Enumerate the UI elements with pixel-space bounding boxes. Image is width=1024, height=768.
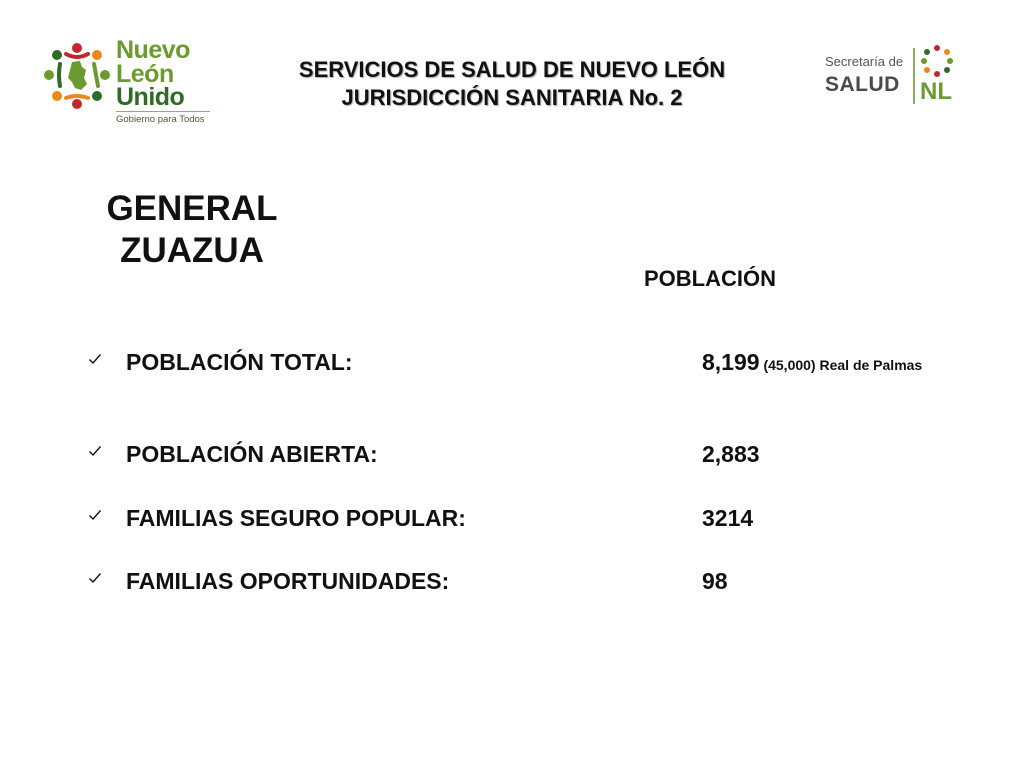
checkmark-icon xyxy=(88,571,102,585)
people-circle-emblem-icon xyxy=(920,44,954,78)
checkmark-icon xyxy=(88,508,102,522)
nl-label: NL xyxy=(920,78,952,105)
checkmark-icon xyxy=(88,352,102,366)
list-item xyxy=(88,567,988,597)
logo-word-nuevo: Nuevo xyxy=(116,36,190,64)
salud-label: SALUD xyxy=(825,73,900,96)
list-item xyxy=(88,440,988,470)
logo-divider xyxy=(116,111,210,112)
row-value: 3214 xyxy=(702,505,754,531)
row-label: POBLACIÓN ABIERTA: xyxy=(126,441,378,467)
row-value: 98 xyxy=(702,568,728,594)
list-item xyxy=(88,504,988,534)
logo-word-unido: Unido xyxy=(116,83,185,111)
list-item xyxy=(88,348,988,378)
row-value xyxy=(702,348,922,379)
logo-word-leon: León xyxy=(116,60,174,88)
row-value-number: 8,199 xyxy=(702,349,760,375)
population-column-heading: POBLACIÓN xyxy=(644,266,776,291)
municipality-title xyxy=(100,188,284,272)
row-label: POBLACIÓN TOTAL: xyxy=(126,349,353,375)
logo-divider xyxy=(913,48,915,104)
header-title: SERVICIOS DE SALUD DE NUEVO LEÓN xyxy=(298,57,726,82)
row-value: 2,883 xyxy=(702,441,760,467)
page-header xyxy=(236,56,788,112)
people-circle-emblem-icon xyxy=(42,40,112,114)
nuevo-leon-unido-logo xyxy=(42,36,222,128)
checkmark-icon xyxy=(88,444,102,458)
row-value-note: (45,000) Real de Palmas xyxy=(759,357,923,373)
header-subtitle: JURISDICCIÓN SANITARIA No. 2 xyxy=(341,85,683,110)
row-label: FAMILIAS OPORTUNIDADES: xyxy=(126,568,450,594)
secretaria-salud-logo xyxy=(822,42,962,108)
secretaria-label: Secretaría de xyxy=(825,54,904,69)
row-label: FAMILIAS SEGURO POPULAR: xyxy=(126,505,466,531)
logo-tagline: Gobierno para Todos xyxy=(116,114,205,125)
municipality-line-2: ZUAZUA xyxy=(120,231,264,270)
municipality-line-1: GENERAL xyxy=(106,189,278,228)
